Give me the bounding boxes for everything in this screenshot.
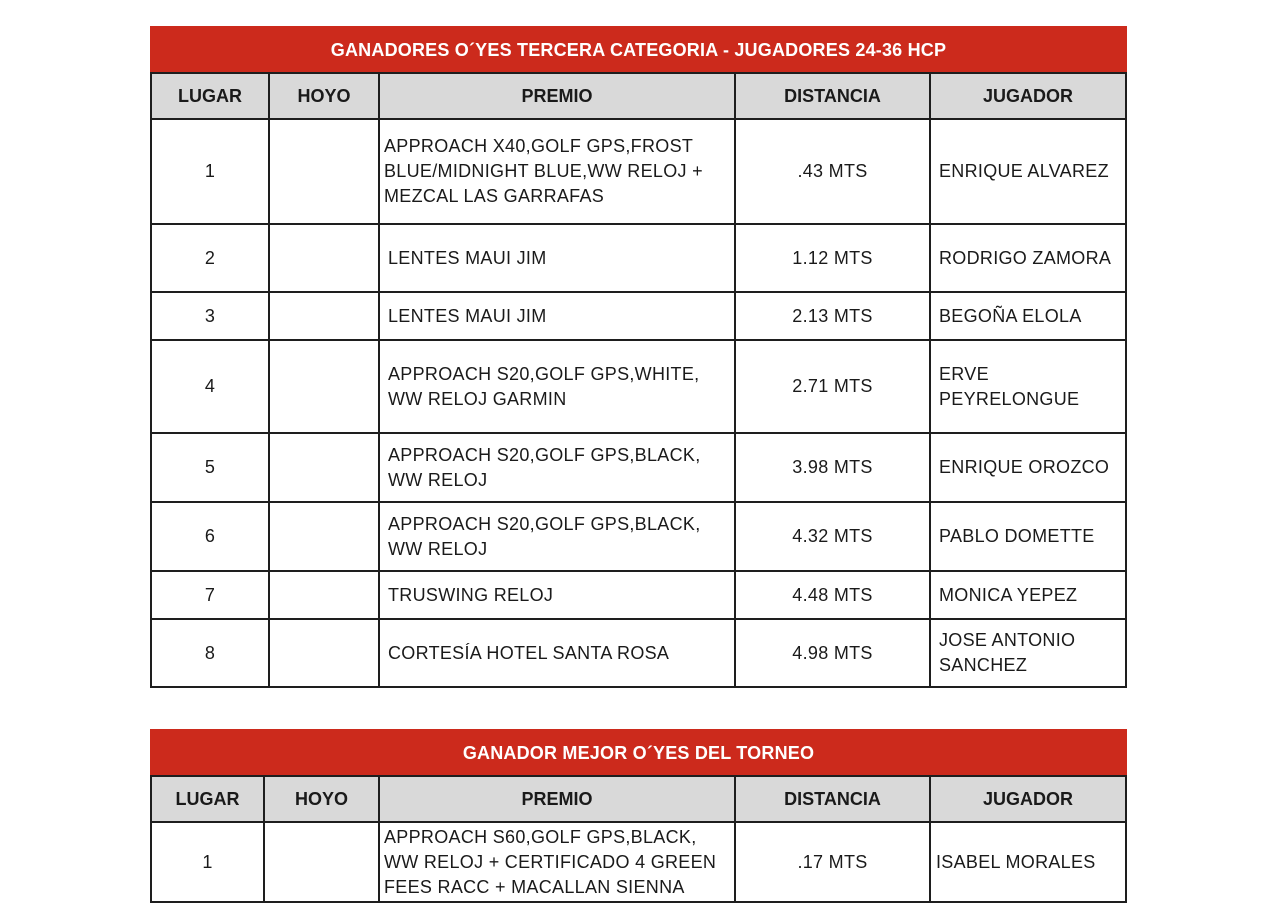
mejor-oyes-torneo-table bbox=[150, 729, 1127, 903]
cell-premio: TRUSWING RELOJ bbox=[379, 571, 735, 619]
cell-jugador: MONICA YEPEZ bbox=[930, 571, 1126, 619]
cell-hoyo bbox=[269, 502, 379, 571]
cell-distancia: 1.12 MTS bbox=[735, 224, 930, 292]
header-lugar: LUGAR bbox=[151, 73, 269, 119]
cell-lugar: 8 bbox=[151, 619, 269, 687]
cell-jugador: ISABEL MORALES bbox=[930, 822, 1126, 902]
table-row bbox=[151, 340, 1126, 433]
header-jugador: JUGADOR bbox=[930, 73, 1126, 119]
cell-lugar: 3 bbox=[151, 292, 269, 340]
cell-premio: APPROACH S60,GOLF GPS,BLACK, WW RELOJ + CERTIFICADO 4 GREEN FEES RACC + MACALLAN SIENNA bbox=[379, 822, 735, 902]
cell-lugar: 4 bbox=[151, 340, 269, 433]
cell-jugador: ENRIQUE ALVAREZ bbox=[930, 119, 1126, 224]
table-row bbox=[151, 292, 1126, 340]
table-row bbox=[151, 224, 1126, 292]
cell-premio: APPROACH S20,GOLF GPS,WHITE, WW RELOJ GARMIN bbox=[379, 340, 735, 433]
cell-jugador: ENRIQUE OROZCO bbox=[930, 433, 1126, 502]
cell-distancia: .17 MTS bbox=[735, 822, 930, 902]
header-distancia: DISTANCIA bbox=[735, 73, 930, 119]
cell-hoyo bbox=[269, 619, 379, 687]
cell-jugador: ERVE PEYRELONGUE bbox=[930, 340, 1126, 433]
table-title: GANADORES O´YES TERCERA CATEGORIA - JUGADORES 24-36 HCP bbox=[151, 27, 1126, 73]
cell-premio: APPROACH X40,GOLF GPS,FROST BLUE/MIDNIGHT BLUE,WW RELOJ + MEZCAL LAS GARRAFAS bbox=[379, 119, 735, 224]
cell-distancia: 2.71 MTS bbox=[735, 340, 930, 433]
table-row bbox=[151, 822, 1126, 902]
cell-hoyo bbox=[269, 571, 379, 619]
cell-distancia: 2.13 MTS bbox=[735, 292, 930, 340]
cell-distancia: .43 MTS bbox=[735, 119, 930, 224]
header-jugador: JUGADOR bbox=[930, 776, 1126, 822]
cell-hoyo bbox=[269, 224, 379, 292]
cell-hoyo bbox=[269, 340, 379, 433]
table-row bbox=[151, 571, 1126, 619]
table-row bbox=[151, 119, 1126, 224]
cell-premio: CORTESÍA HOTEL SANTA ROSA bbox=[379, 619, 735, 687]
header-row bbox=[151, 776, 1126, 822]
tercera-categoria-winners-table bbox=[150, 26, 1127, 688]
cell-lugar: 5 bbox=[151, 433, 269, 502]
header-premio: PREMIO bbox=[379, 776, 735, 822]
header-row bbox=[151, 73, 1126, 119]
cell-hoyo bbox=[264, 822, 379, 902]
cell-lugar: 1 bbox=[151, 119, 269, 224]
cell-lugar: 6 bbox=[151, 502, 269, 571]
cell-distancia: 4.32 MTS bbox=[735, 502, 930, 571]
cell-distancia: 4.98 MTS bbox=[735, 619, 930, 687]
cell-jugador: JOSE ANTONIO SANCHEZ bbox=[930, 619, 1126, 687]
cell-lugar: 7 bbox=[151, 571, 269, 619]
cell-distancia: 3.98 MTS bbox=[735, 433, 930, 502]
cell-lugar: 1 bbox=[151, 822, 264, 902]
table-row bbox=[151, 433, 1126, 502]
header-premio: PREMIO bbox=[379, 73, 735, 119]
cell-jugador: BEGOÑA ELOLA bbox=[930, 292, 1126, 340]
cell-premio: APPROACH S20,GOLF GPS,BLACK, WW RELOJ bbox=[379, 433, 735, 502]
cell-hoyo bbox=[269, 292, 379, 340]
cell-hoyo bbox=[269, 119, 379, 224]
cell-hoyo bbox=[269, 433, 379, 502]
table-row bbox=[151, 619, 1126, 687]
cell-jugador: RODRIGO ZAMORA bbox=[930, 224, 1126, 292]
cell-premio: LENTES MAUI JIM bbox=[379, 292, 735, 340]
header-distancia: DISTANCIA bbox=[735, 776, 930, 822]
header-lugar: LUGAR bbox=[151, 776, 264, 822]
cell-jugador: PABLO DOMETTE bbox=[930, 502, 1126, 571]
table-title: GANADOR MEJOR O´YES DEL TORNEO bbox=[151, 730, 1126, 776]
header-hoyo: HOYO bbox=[269, 73, 379, 119]
cell-distancia: 4.48 MTS bbox=[735, 571, 930, 619]
header-hoyo: HOYO bbox=[264, 776, 379, 822]
cell-lugar: 2 bbox=[151, 224, 269, 292]
table-row bbox=[151, 502, 1126, 571]
cell-premio: LENTES MAUI JIM bbox=[379, 224, 735, 292]
cell-premio: APPROACH S20,GOLF GPS,BLACK, WW RELOJ bbox=[379, 502, 735, 571]
